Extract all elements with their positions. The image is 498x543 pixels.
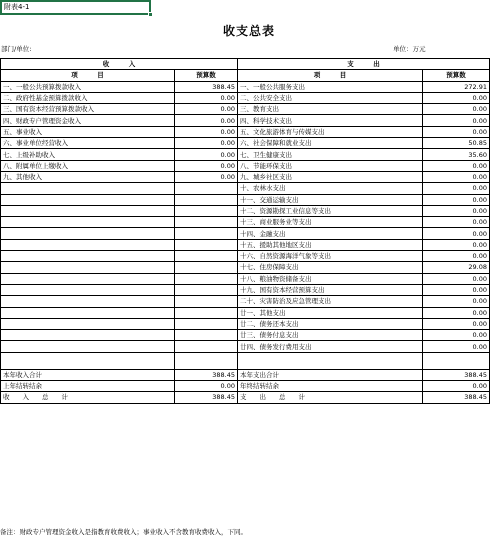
expense-item-cell[interactable]: 一、一般公共服务支出: [238, 81, 423, 92]
page-title: 收支总表: [222, 24, 275, 38]
income-item-cell[interactable]: [1, 273, 175, 284]
income-value-cell[interactable]: [175, 262, 238, 273]
table-row: [1, 381, 490, 392]
expense-item-cell[interactable]: 十七、住房保障支出: [238, 262, 423, 273]
expense-item-cell[interactable]: 廿三、债务付息支出: [238, 330, 423, 341]
empty-cell[interactable]: [238, 352, 423, 369]
income-value-cell[interactable]: [175, 307, 238, 318]
dept-label: 部门/单位:: [1, 45, 32, 53]
fill-handle[interactable]: [148, 12, 153, 17]
income-item-cell[interactable]: 七、上级补助收入: [1, 149, 175, 160]
income-value-cell[interactable]: [175, 217, 238, 228]
expense-item-cell[interactable]: 十、农林水支出: [238, 183, 423, 194]
footnote: 备注：财政专户管理资金收入是指教育收费收入；事业收入不含教育收费收入，下同。: [0, 528, 247, 536]
income-value-cell[interactable]: [175, 284, 238, 295]
income-value-cell[interactable]: [175, 194, 238, 205]
income-value-cell[interactable]: 0.00: [175, 104, 238, 115]
expense-value-cell[interactable]: 0.00: [423, 318, 490, 329]
table-row: [1, 138, 490, 149]
income-header: 收 入: [1, 59, 238, 70]
income-value-cell[interactable]: [175, 183, 238, 194]
income-value-cell[interactable]: 0.00: [175, 115, 238, 126]
income-item-cell[interactable]: 二、政府性基金预算拨款收入: [1, 92, 175, 103]
expense-value-cell[interactable]: 272.91: [423, 81, 490, 92]
cell-ref-text: 附表4-1: [4, 3, 30, 11]
income-value-cell[interactable]: [175, 239, 238, 250]
expense-value-cell[interactable]: 0.00: [423, 330, 490, 341]
expense-value-cell[interactable]: 388.45: [423, 369, 490, 380]
budget-table: [0, 58, 490, 404]
income-item-cell[interactable]: [1, 330, 175, 341]
table-row: [1, 217, 490, 228]
table-row: [1, 183, 490, 194]
income-value-cell[interactable]: 388.45: [175, 392, 238, 403]
spacer-row: [1, 352, 490, 369]
table-row: [1, 92, 490, 103]
expense-item-cell[interactable]: 廿一、其他支出: [238, 307, 423, 318]
expense-item-cell[interactable]: 三、教育支出: [238, 104, 423, 115]
expense-item-cell[interactable]: 二十、灾害防治及应急管理支出: [238, 296, 423, 307]
expense-item-cell[interactable]: 五、文化旅游体育与传媒支出: [238, 126, 423, 137]
expense-value-cell[interactable]: 0.00: [423, 194, 490, 205]
table-row: [1, 149, 490, 160]
table-row: [1, 104, 490, 115]
expense-item-cell[interactable]: 廿四、债务发行费用支出: [238, 341, 423, 352]
table-row: [1, 194, 490, 205]
expense-item-cell[interactable]: 六、社会保障和就业支出: [238, 138, 423, 149]
expense-item-cell[interactable]: 十四、金融支出: [238, 228, 423, 239]
income-item-cell[interactable]: [1, 239, 175, 250]
table-body: [1, 81, 490, 403]
expense-value-cell[interactable]: 0.00: [423, 160, 490, 171]
selected-cell[interactable]: [0, 0, 151, 15]
expense-item-cell[interactable]: 九、城乡社区支出: [238, 171, 423, 182]
table-row: [1, 228, 490, 239]
table-row: [1, 307, 490, 318]
income-item-cell[interactable]: [1, 194, 175, 205]
expense-item-cell[interactable]: 十六、自然资源海洋气象等支出: [238, 251, 423, 262]
table-row: [1, 284, 490, 295]
expense-item-cell[interactable]: 八、节能环保支出: [238, 160, 423, 171]
expense-value-cell[interactable]: 0.00: [423, 92, 490, 103]
income-item-cell[interactable]: [1, 341, 175, 352]
income-value-cell[interactable]: [175, 330, 238, 341]
expense-header: 支 出: [238, 59, 490, 70]
income-item-cell[interactable]: 三、国有资本经营预算拨款收入: [1, 104, 175, 115]
table-row: [1, 160, 490, 171]
empty-cell[interactable]: [175, 352, 238, 369]
income-item-cell[interactable]: [1, 183, 175, 194]
income-value-cell[interactable]: [175, 296, 238, 307]
income-item-cell[interactable]: 八、附属单位上缴收入: [1, 160, 175, 171]
income-item-cell[interactable]: 五、事业收入: [1, 126, 175, 137]
expense-value-cell[interactable]: 0.00: [423, 183, 490, 194]
income-item-cell[interactable]: [1, 205, 175, 216]
expense-item-cell[interactable]: 十三、商业服务业等支出: [238, 217, 423, 228]
income-item-cell[interactable]: [1, 228, 175, 239]
table-row: [1, 251, 490, 262]
expense-item-header: 项 目: [238, 70, 423, 81]
expense-value-cell[interactable]: 0.00: [423, 341, 490, 352]
table-row: [1, 273, 490, 284]
income-item-cell[interactable]: [1, 251, 175, 262]
expense-value-cell[interactable]: 0.00: [423, 126, 490, 137]
expense-value-cell[interactable]: 0.00: [423, 273, 490, 284]
expense-value-cell[interactable]: 0.00: [423, 228, 490, 239]
expense-value-cell[interactable]: 50.85: [423, 138, 490, 149]
table-row: [1, 239, 490, 250]
expense-value-cell[interactable]: 0.00: [423, 171, 490, 182]
expense-value-cell[interactable]: 388.45: [423, 392, 490, 403]
expense-item-cell[interactable]: 二、公共安全支出: [238, 92, 423, 103]
income-item-cell[interactable]: [1, 296, 175, 307]
expense-item-cell[interactable]: 十五、援助其他地区支出: [238, 239, 423, 250]
income-item-cell[interactable]: [1, 262, 175, 273]
income-value-cell[interactable]: 0.00: [175, 92, 238, 103]
unit-label: 单位：万元: [393, 45, 426, 53]
table-row: [1, 330, 490, 341]
expense-item-cell[interactable]: 十九、国有资本经营预算支出: [238, 284, 423, 295]
expense-value-cell[interactable]: 0.00: [423, 205, 490, 216]
expense-item-cell[interactable]: 四、科学技术支出: [238, 115, 423, 126]
income-budget-header: 预算数: [175, 70, 238, 81]
table-row: [1, 205, 490, 216]
income-value-cell[interactable]: 0.00: [175, 171, 238, 182]
income-item-cell[interactable]: 四、财政专户管理资金收入: [1, 115, 175, 126]
expense-value-cell[interactable]: 0.00: [423, 239, 490, 250]
income-value-cell[interactable]: 0.00: [175, 381, 238, 392]
expense-value-cell[interactable]: 0.00: [423, 104, 490, 115]
income-item-cell[interactable]: 一、一般公共预算拨款收入: [1, 81, 175, 92]
income-item-cell[interactable]: 本年收入合计: [1, 369, 175, 380]
income-item-cell[interactable]: [1, 318, 175, 329]
income-item-header: 项 目: [1, 70, 175, 81]
income-value-cell[interactable]: [175, 205, 238, 216]
expense-item-cell[interactable]: 十八、粮油物资储备支出: [238, 273, 423, 284]
table-row: [1, 369, 490, 380]
income-item-cell[interactable]: [1, 307, 175, 318]
table-row: [1, 81, 490, 92]
table-row: [1, 341, 490, 352]
expense-value-cell[interactable]: 0.00: [423, 115, 490, 126]
income-value-cell[interactable]: [175, 318, 238, 329]
income-value-cell[interactable]: [175, 228, 238, 239]
expense-value-cell[interactable]: 0.00: [423, 251, 490, 262]
expense-item-cell[interactable]: 本年支出合计: [238, 369, 423, 380]
expense-value-cell[interactable]: 0.00: [423, 217, 490, 228]
expense-value-cell[interactable]: 29.08: [423, 262, 490, 273]
income-value-cell[interactable]: 388.45: [175, 369, 238, 380]
income-value-cell[interactable]: [175, 341, 238, 352]
table-row: [1, 296, 490, 307]
table-row: [1, 318, 490, 329]
expense-item-cell[interactable]: 支 出 总 计: [238, 392, 423, 403]
income-item-cell[interactable]: 六、事业单位经营收入: [1, 138, 175, 149]
expense-value-cell[interactable]: 0.00: [423, 381, 490, 392]
income-value-cell[interactable]: [175, 273, 238, 284]
expense-item-cell[interactable]: 十一、交通运输支出: [238, 194, 423, 205]
table-row: [1, 171, 490, 182]
expense-item-cell[interactable]: 七、卫生健康支出: [238, 149, 423, 160]
expense-value-cell[interactable]: 0.00: [423, 307, 490, 318]
income-value-cell[interactable]: 0.00: [175, 149, 238, 160]
income-item-cell[interactable]: [1, 284, 175, 295]
expense-item-cell[interactable]: 十二、资源勘探工业信息等支出: [238, 205, 423, 216]
expense-value-cell[interactable]: 35.60: [423, 149, 490, 160]
income-value-cell[interactable]: 0.00: [175, 126, 238, 137]
expense-value-cell[interactable]: 0.00: [423, 296, 490, 307]
table-row: [1, 115, 490, 126]
expense-item-cell[interactable]: 廿二、债务还本支出: [238, 318, 423, 329]
expense-item-cell[interactable]: 年终结转结余: [238, 381, 423, 392]
empty-cell[interactable]: [423, 352, 490, 369]
empty-cell[interactable]: [1, 352, 175, 369]
income-item-cell[interactable]: 九、其他收入: [1, 171, 175, 182]
table-row: [1, 126, 490, 137]
income-item-cell[interactable]: 收 入 总 计: [1, 392, 175, 403]
expense-value-cell[interactable]: 0.00: [423, 284, 490, 295]
income-value-cell[interactable]: 388.45: [175, 81, 238, 92]
income-value-cell[interactable]: 0.00: [175, 138, 238, 149]
table-row: [1, 392, 490, 403]
income-value-cell[interactable]: [175, 251, 238, 262]
income-item-cell[interactable]: [1, 217, 175, 228]
income-item-cell[interactable]: 上年结转结余: [1, 381, 175, 392]
expense-budget-header: 预算数: [423, 70, 490, 81]
table-row: [1, 262, 490, 273]
income-value-cell[interactable]: 0.00: [175, 160, 238, 171]
